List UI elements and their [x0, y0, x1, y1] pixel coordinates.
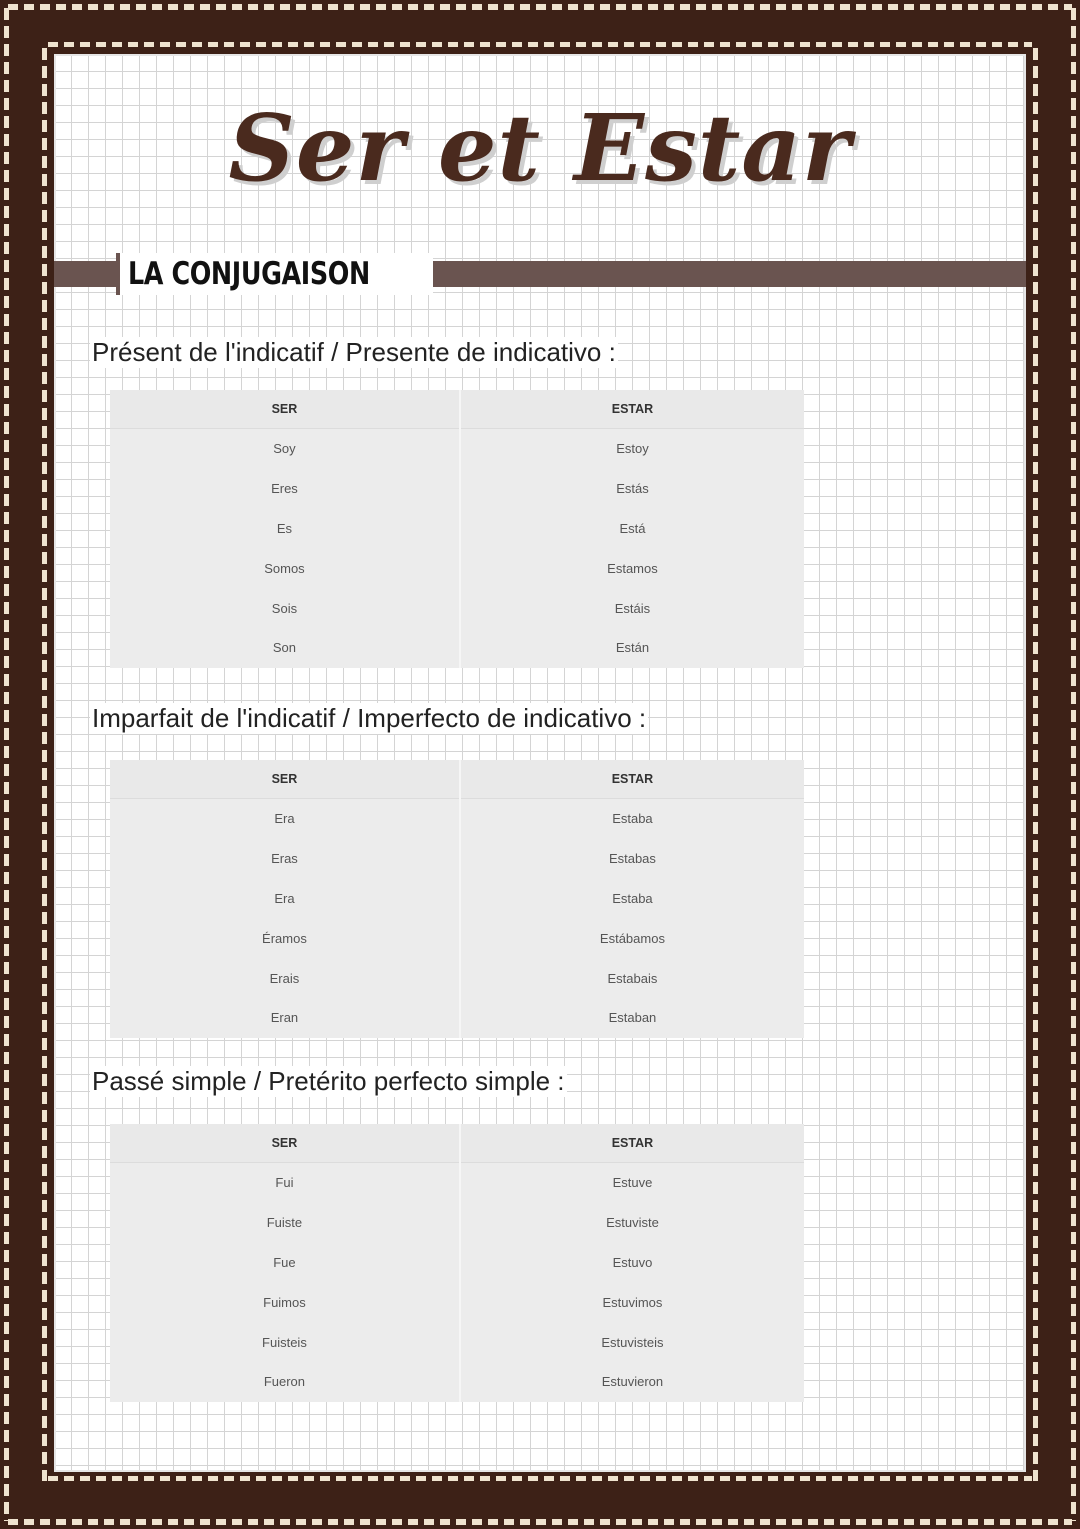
table-row	[110, 509, 804, 549]
ser-form: Erais	[110, 958, 460, 998]
estar-form: Estáis	[614, 600, 651, 616]
estar-form: Estuvieron	[601, 1374, 664, 1390]
ser-form: Eran	[110, 998, 460, 1038]
conjugation-table-preterite	[110, 1124, 804, 1402]
ser-form: Éramos	[110, 918, 460, 958]
ser-form: Sois	[110, 588, 460, 628]
estar-form: Estuvisteis	[601, 1334, 664, 1350]
estar-form: Estuvo	[612, 1254, 653, 1270]
table-row	[110, 588, 804, 628]
border-stitching-top-inner	[48, 42, 1032, 47]
estar-form: Estuvimos	[602, 1294, 663, 1310]
table-row	[110, 839, 804, 879]
ser-form: Fui	[110, 1163, 460, 1203]
table-row	[110, 1322, 804, 1362]
estar-form: Estábamos	[599, 930, 665, 946]
column-header-estar: ESTAR	[460, 390, 804, 429]
column-header-ser: SER	[110, 390, 460, 429]
table-header-row	[110, 760, 804, 799]
border-stitching-right	[1071, 8, 1076, 1521]
tense-heading-preterite: Passé simple / Pretérito perfecto simple :	[92, 1066, 565, 1096]
estar-form: Estuviste	[606, 1215, 659, 1231]
table-row	[110, 799, 804, 839]
estar-form: Estaba	[612, 890, 653, 906]
table-row	[110, 958, 804, 998]
table-row	[110, 998, 804, 1038]
border-stitching-bottom	[8, 1519, 1072, 1525]
ser-form: Fuisteis	[110, 1322, 460, 1362]
column-header-estar: ESTAR	[460, 760, 804, 799]
conjugation-table-imperfect	[110, 760, 804, 1038]
ser-form: Fueron	[110, 1362, 460, 1402]
estar-form: Estoy	[616, 441, 649, 457]
page-title: Ser et Estar	[228, 94, 852, 202]
table-row	[110, 469, 804, 509]
border-stitching-top	[8, 4, 1072, 10]
column-header-ser: SER	[110, 1124, 460, 1163]
table-row	[110, 1203, 804, 1243]
table-row	[110, 1163, 804, 1203]
ser-form: Somos	[110, 548, 460, 588]
ser-form: Fue	[110, 1243, 460, 1283]
estar-form: Estabais	[607, 970, 658, 986]
ser-form: Es	[110, 509, 460, 549]
border-stitching-bottom-inner	[48, 1476, 1032, 1481]
table-row	[110, 548, 804, 588]
estar-form: Estaban	[608, 1010, 657, 1026]
estar-form: Estaba	[612, 811, 653, 827]
estar-form: Estuve	[612, 1175, 653, 1191]
tense-heading-imperfect: Imparfait de l'indicatif / Imperfecto de indicativo :	[92, 703, 647, 733]
conjugation-table-present	[110, 390, 804, 668]
ser-form: Eres	[110, 469, 460, 509]
tense-heading-present: Présent de l'indicatif / Presente de indicativo :	[92, 337, 616, 367]
estar-form: Está	[619, 520, 646, 536]
ser-form: Soy	[110, 429, 460, 469]
section-label: LA CONJUGAISON	[128, 256, 370, 292]
table-row	[110, 1243, 804, 1283]
column-header-ser: SER	[110, 760, 460, 799]
ser-form: Son	[110, 628, 460, 668]
border-stitching-left	[4, 8, 9, 1521]
column-header-estar: ESTAR	[460, 1124, 804, 1163]
table-row	[110, 429, 804, 469]
table-row	[110, 879, 804, 919]
estar-form: Estás	[616, 481, 649, 497]
table-row	[110, 1282, 804, 1322]
border-stitching-right-inner	[1033, 48, 1038, 1481]
ser-form: Eras	[110, 839, 460, 879]
table-row	[110, 918, 804, 958]
ser-form: Era	[110, 799, 460, 839]
ser-form: Era	[110, 879, 460, 919]
table-row	[110, 1362, 804, 1402]
section-label-box	[116, 253, 433, 295]
ser-form: Fuiste	[110, 1203, 460, 1243]
table-header-row	[110, 390, 804, 429]
estar-form: Estabas	[608, 851, 656, 867]
estar-form: Están	[615, 640, 650, 656]
ser-form: Fuimos	[110, 1282, 460, 1322]
border-stitching-left-inner	[42, 48, 47, 1481]
estar-form: Estamos	[607, 560, 658, 576]
table-header-row	[110, 1124, 804, 1163]
table-row	[110, 628, 804, 668]
